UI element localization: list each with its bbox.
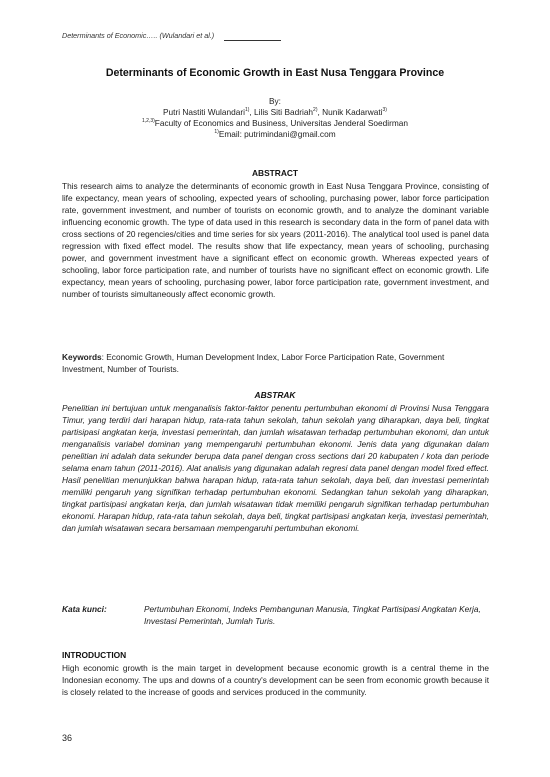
abstract-heading: ABSTRACT <box>251 168 299 178</box>
keywords-label: Keywords <box>62 352 102 362</box>
email-line <box>0 129 550 139</box>
affiliation: Faculty of Economics and Business, Universitas Jenderal Soedirman <box>154 118 408 128</box>
author-list <box>0 107 550 117</box>
author-3-sup: 3) <box>382 107 387 114</box>
byline-by: By: <box>269 96 281 106</box>
introduction-heading: INTRODUCTION <box>62 650 127 660</box>
email-sup: 1) <box>214 129 219 136</box>
abstrak-text: Penelitian ini bertujuan untuk menganalisis faktor-faktor penentu pertumbuhan ekonomi di Provinsi Nusa Tenggara Timur, yang terdiri dari harapan hidup, rata-rata tahun sekolah, tahun sekolah yang diharapkan, daya beli, tingkat partisipasi angkatan kerja, investasi pemerintah, dan jumlah wisatawan terhadap pertumbuhan ekonomi, dan untuk menganalisis variabel dominan yang mempengaruhi pertumbuhan ekonomi. Jenis data yang digunakan dalam penelitian ini adalah data sekunder berupa data panel dengan cross sections dari 20 kabupaten / kota dan periode selama enam tahun (2011-2016). Alat analisis yang digunakan adalah regresi data panel dengan model fixed effect. Hasil penelitian menunjukkan bahwa harapan hidup, rata-rata tahun sekolah, daya beli, dan investasi pemerintah memiliki pengaruh yang signifikan terhadap pertumbuhan ekonomi. Sedangkan tahun sekolah yang diharapkan, tingkat partisipasi angkatan kerja, dan jumlah wisatawan tidak memiliki pengaruh signifikan terhadap pertumbuhan ekonomi. Harapan hidup, rata-rata tahun sekolah, daya beli, tingkat partisipasi angkatan kerja, investasi pemerintah, dan jumlah wisatawan secara bersamaan mempengaruhi pertumbuhan ekonomi. <box>62 403 489 533</box>
kata-kunci-text: Pertumbuhan Ekonomi, Indeks Pembangunan Manusia, Tingkat Partisipasi Angkatan Kerja, Investasi Pemerintah, Jumlah Turis. <box>144 604 481 626</box>
running-header: Determinants of Economic….. (Wulandari et al.) <box>62 31 215 40</box>
affiliation-sup: 1,2,3) <box>142 118 155 125</box>
abstrak-heading <box>0 390 550 400</box>
author-1: Putri Nastiti Wulandari <box>163 107 245 117</box>
header-rule <box>224 40 281 41</box>
author-2-sup: 2) <box>313 107 318 114</box>
abstract-keywords <box>62 351 489 375</box>
author-2: , Lilis Siti Badriah <box>249 107 314 117</box>
kata-kunci-label: Kata kunci: <box>62 604 107 614</box>
author-email: Email: putrimindani@gmail.com <box>218 129 336 139</box>
page-number: 36 <box>62 733 73 743</box>
paper-title: Determinants of Economic Growth in East Nusa Tenggara Province <box>105 67 445 79</box>
introduction-text: High economic growth is the main target in development because economic growth is a central theme in the Indonesian economy. The ups and downs of a country's development can be seen from economic growth because it is closely related to the increase of goods and services produced in the community. <box>62 663 489 697</box>
abstract-text: This research aims to analyze the determinants of economic growth in East Nusa Tenggara Province, consisting of life expectancy, mean years of schooling, expected years of schooling, purchasing power, labor force participation rate, government investment, and number of tourists on economic growth, and to analyze the dominant variable influencing economic growth. The type of data used in this research is secondary data in the form of panel data with cross sections of 20 regencies/cities and time series for six years (2011-2016). The analytical tool used is panel data regression with fixed effect model. The results show that life expectancy, mean years of schooling, purchasing power, and government investment have a significant effect on economic growth. Whereas expected years of schooling, labor force participation rate, and number of tourists have no significant effect on economic growth. Life expectancy, mean years of schooling, purchasing power, labor force participation rate, government investment, and number of tourists simultaneously affect economic growth. <box>62 181 489 299</box>
abstrak-keywords <box>62 603 489 627</box>
author-1-sup: 1) <box>244 107 250 114</box>
author-3: , Nunik Kadarwati <box>317 107 383 117</box>
keywords-text: : Economic Growth, Human Development Index, Labor Force Participation Rate, Government Investment, Number of Tourists. <box>62 352 445 374</box>
affiliation-line <box>0 118 550 128</box>
abstrak-heading-text: ABSTRAK <box>254 390 296 400</box>
